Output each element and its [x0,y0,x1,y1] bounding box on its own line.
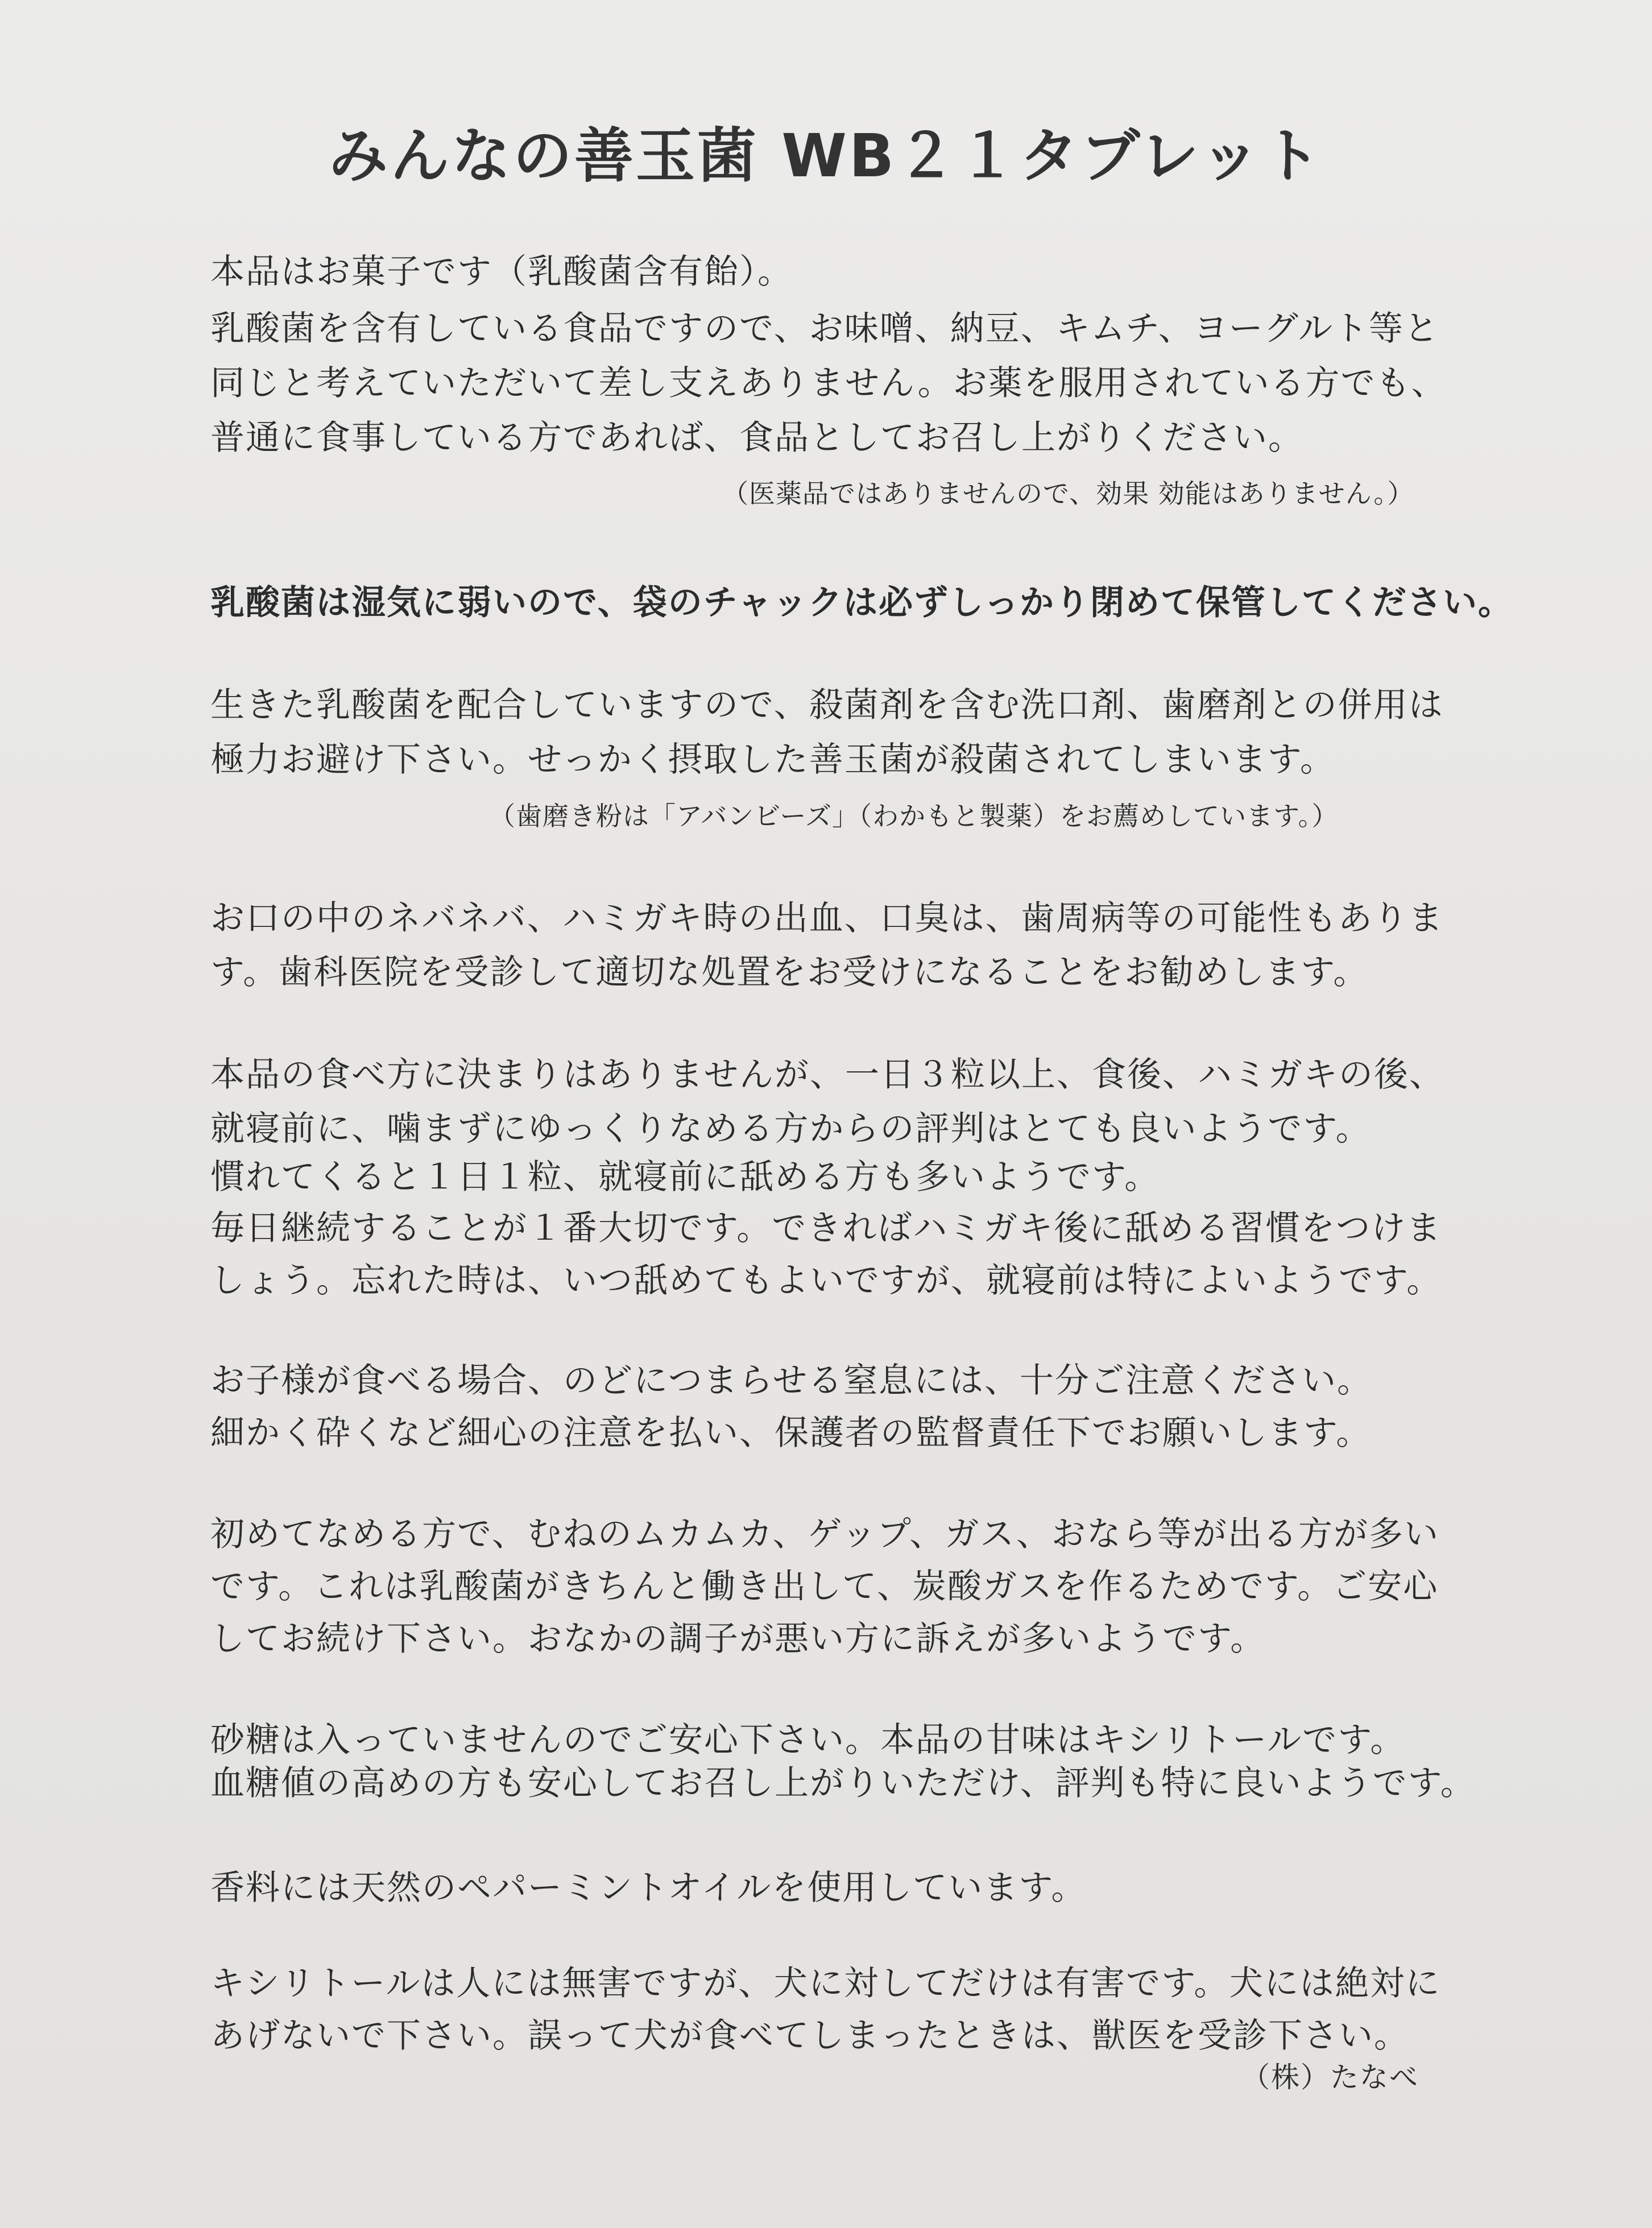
paragraph-line: 就寝前に、噛まずにゆっくりなめる方からの評判はとても良いようです。 [210,1109,1371,1149]
paragraph-line: 砂糖は入っていませんのでご安心下さい。本品の甘味はキシリトールです。 [210,1720,1406,1760]
paragraph-line: 極力お避け下さい。せっかく摂取した善玉菌が殺菌されてしまいます。 [210,740,1335,780]
paragraph-line: 毎日継続することが１番大切です。できればハミガキ後に舐める習慣をつけま [210,1208,1442,1248]
paragraph-line: です。これは乳酸菌がきちんと働き出して、炭酸ガスを作るためです。ご安心 [210,1567,1439,1606]
note-line: （歯磨き粉は「アバンビーズ」（わかもと製薬）をお薦めしています。） [489,801,1339,831]
note-line: （医薬品ではありませんので、効果 効能はありません。） [722,478,1414,509]
paragraph-line: キシリトールは人には無害ですが、犬に対してだけは有害です。犬には絶対に [210,1964,1441,2003]
paragraph-line: 乳酸菌は湿気に弱いので、袋のチャックは必ずしっかり閉めて保管してください。 [210,583,1513,623]
paragraph-line: 本品はお菓子です（乳酸菌含有飴）。 [210,252,793,292]
document-title: みんなの善玉菌 WB２１タブレット [329,121,1323,191]
paragraph-line: しょう。忘れた時は、いつ舐めてもよいですが、就寝前は特によいようです。 [210,1261,1442,1301]
paragraph-line: す。歯科医院を受診して適切な処置をお受けになることをお勧めします。 [210,953,1369,992]
paragraph-line: してお続け下さい。おなかの調子が悪い方に訴えが多いようです。 [210,1619,1266,1659]
paragraph-line: 同じと考えていただいて差し支えありません。お薬を服用されている方でも、 [210,363,1447,403]
paragraph-line: お子様が食べる場合、のどにつまらせる窒息には、十分ご注意ください。 [210,1361,1372,1401]
paragraph-line: 細かく砕くなど細心の注意を払い、保護者の監督責任下でお願いします。 [210,1413,1372,1453]
paragraph-line: あげないで下さい。誤って犬が食べてしまったときは、獣医を受診下さい。 [210,2016,1409,2056]
paragraph-line: 慣れてくると１日１粒、就寝前に舐める方も多いようです。 [210,1157,1160,1197]
company-signature: （株）たなべ [1241,2061,1419,2094]
paragraph-line: 血糖値の高めの方も安心してお召し上がりいただけ、評判も特に良いようです。 [210,1763,1476,1803]
paragraph-line: 生きた乳酸菌を配合していますので、殺菌剤を含む洗口剤、歯磨剤との併用は [210,685,1444,725]
paragraph-line: お口の中のネバネバ、ハミガキ時の出血、口臭は、歯周病等の可能性もありま [210,898,1444,938]
paragraph-line: 香料には天然のペパーミントオイルを使用しています。 [210,1868,1087,1908]
paragraph-line: 普通に食事している方であれば、食品としてお召し上がりください。 [210,418,1303,458]
paragraph-line: 本品の食べ方に決まりはありませんが、一日３粒以上、食後、ハミガキの後、 [210,1055,1444,1095]
paragraph-line: 初めてなめる方で、むねのムカムカ、ゲップ、ガス、おなら等が出る方が多い [210,1514,1439,1554]
paragraph-line: 乳酸菌を含有している食品ですので、お味噌、納豆、キムチ、ヨーグルト等と [210,309,1439,349]
